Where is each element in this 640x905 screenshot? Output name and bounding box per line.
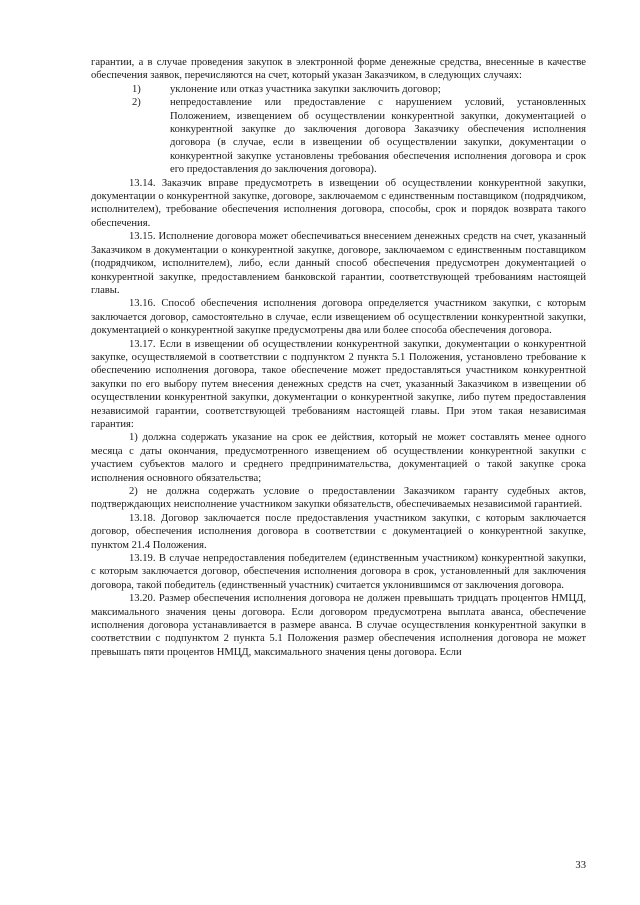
- list-item: [91, 83, 586, 96]
- paragraph-13-14: 13.14. Заказчик вправе предусмотреть в извещении об осуществлении конкурентной закупки, документации о конкурентной закупке, договоре, заключаемом с единственным поставщиком (подрядчиком, исполнителем), требование обеспечения исполнения договора, способы, срок и порядок возврата такого обеспечения.: [91, 177, 586, 229]
- paragraph-13-16: 13.16. Способ обеспечения исполнения договора определяется участником закупки, с которым заключается договор, самостоятельно в случае, если извещением об осуществлении конкурентной закупки, документацией о конкурентной закупке предусмотрены два или более способа обеспечения договора.: [91, 298, 586, 337]
- list-item: [91, 96, 586, 176]
- page-number: 33: [575, 860, 586, 871]
- paragraph-13-18: 13.18. Договор заключается после предоставления участником закупки, с которым заключается договор, обеспечения исполнения договора в соответствии с документацией о конкурентной закупке, пунктом 21.4 Положения.: [91, 512, 586, 551]
- paragraph-13-17: 13.17. Если в извещении об осуществлении конкурентной закупки, документации о конкурентной закупке, осуществляемой в соответствии с подпунктом 2 пункта 5.1 Положения, установлено требование к обеспечению исполнения договора, такое обеспечение может предоставляться участником конкурентной закупки по его выбору путем внесения денежных средств на счет, указанный Заказчиком в извещении об осуществлении конкурентной закупки, документации о конкурентной закупке, либо путем предоставления независимой гарантии, соответствующей требованиям настоящей главы. При этом такая независимая гарантия:: [91, 338, 586, 430]
- list-item-text: уклонение или отказ участника закупки заключить договор;: [170, 83, 441, 95]
- paragraph-13-17-item-1: 1) должна содержать указание на срок ее действия, который не может составлять менее одного месяца с даты окончания, предусмотренного извещением об осуществлении конкурентной закупки с участием субъектов малого и среднего предпринимательства, документацией о такой закупке срока исполнения основного обязательства;: [91, 432, 586, 484]
- list-item-number: 2): [132, 97, 141, 109]
- list-item-text: непредоставление или предоставление с нарушением условий, установленных Положением, извещением об осуществлении конкурентной закупки, документацией о конкурентной закупке до заключения договора Заказчику обеспечения исполнения договора (в случае, если в извещении об осуществлении закупки, документации о конкурентной закупке установлены требования обеспечения исполнения договора и срок его предоставления до заключения договора).: [170, 97, 586, 176]
- document-body: [91, 56, 586, 659]
- paragraph-13-19: 13.19. В случае непредоставления победителем (единственным участником) конкурентной закупки, с которым заключается договор, обеспечения исполнения договора в срок, установленный для заключения договора, такой победитель (единственный участник) считается уклонившимся от заключения договора.: [91, 553, 586, 591]
- paragraph-intro: гарантии, а в случае проведения закупок в электронной форме денежные средства, внесенные в качестве обеспечения заявок, перечисляются на счет, который указан Заказчиком, в следующих случаях:: [91, 57, 586, 82]
- paragraph-13-15: 13.15. Исполнение договора может обеспечиваться внесением денежных средств на счет, указанный Заказчиком в документации о конкурентной закупке, договоре, заключаемом с единственным поставщиком (подрядчиком, исполнителем), либо, если данный способ обеспечения предусмотрен документацией о конкурентной закупке, предоставлением банковской гарантии, соответствующей требованиям настоящей главы.: [91, 231, 586, 296]
- paragraph-13-20: 13.20. Размер обеспечения исполнения договора не должен превышать тридцать процентов НМЦД, максимального значения цены договора. Если договором предусмотрена выплата аванса, обеспечение исполнения договора устанавливается в размере аванса. В случае осуществления конкурентной закупки в соответствии с подпунктом 2 пункта 5.1 Положения размер обеспечения исполнения договора не может превышать пяти процентов НМЦД, максимального значения цены договора. Если: [91, 593, 586, 658]
- paragraph-13-17-item-2: 2) не должна содержать условие о предоставлении Заказчиком гаранту судебных актов, подтверждающих неисполнение участником закупки обязательств, обеспечиваемых независимой гарантией.: [91, 486, 586, 511]
- list-item-number: 1): [132, 83, 141, 95]
